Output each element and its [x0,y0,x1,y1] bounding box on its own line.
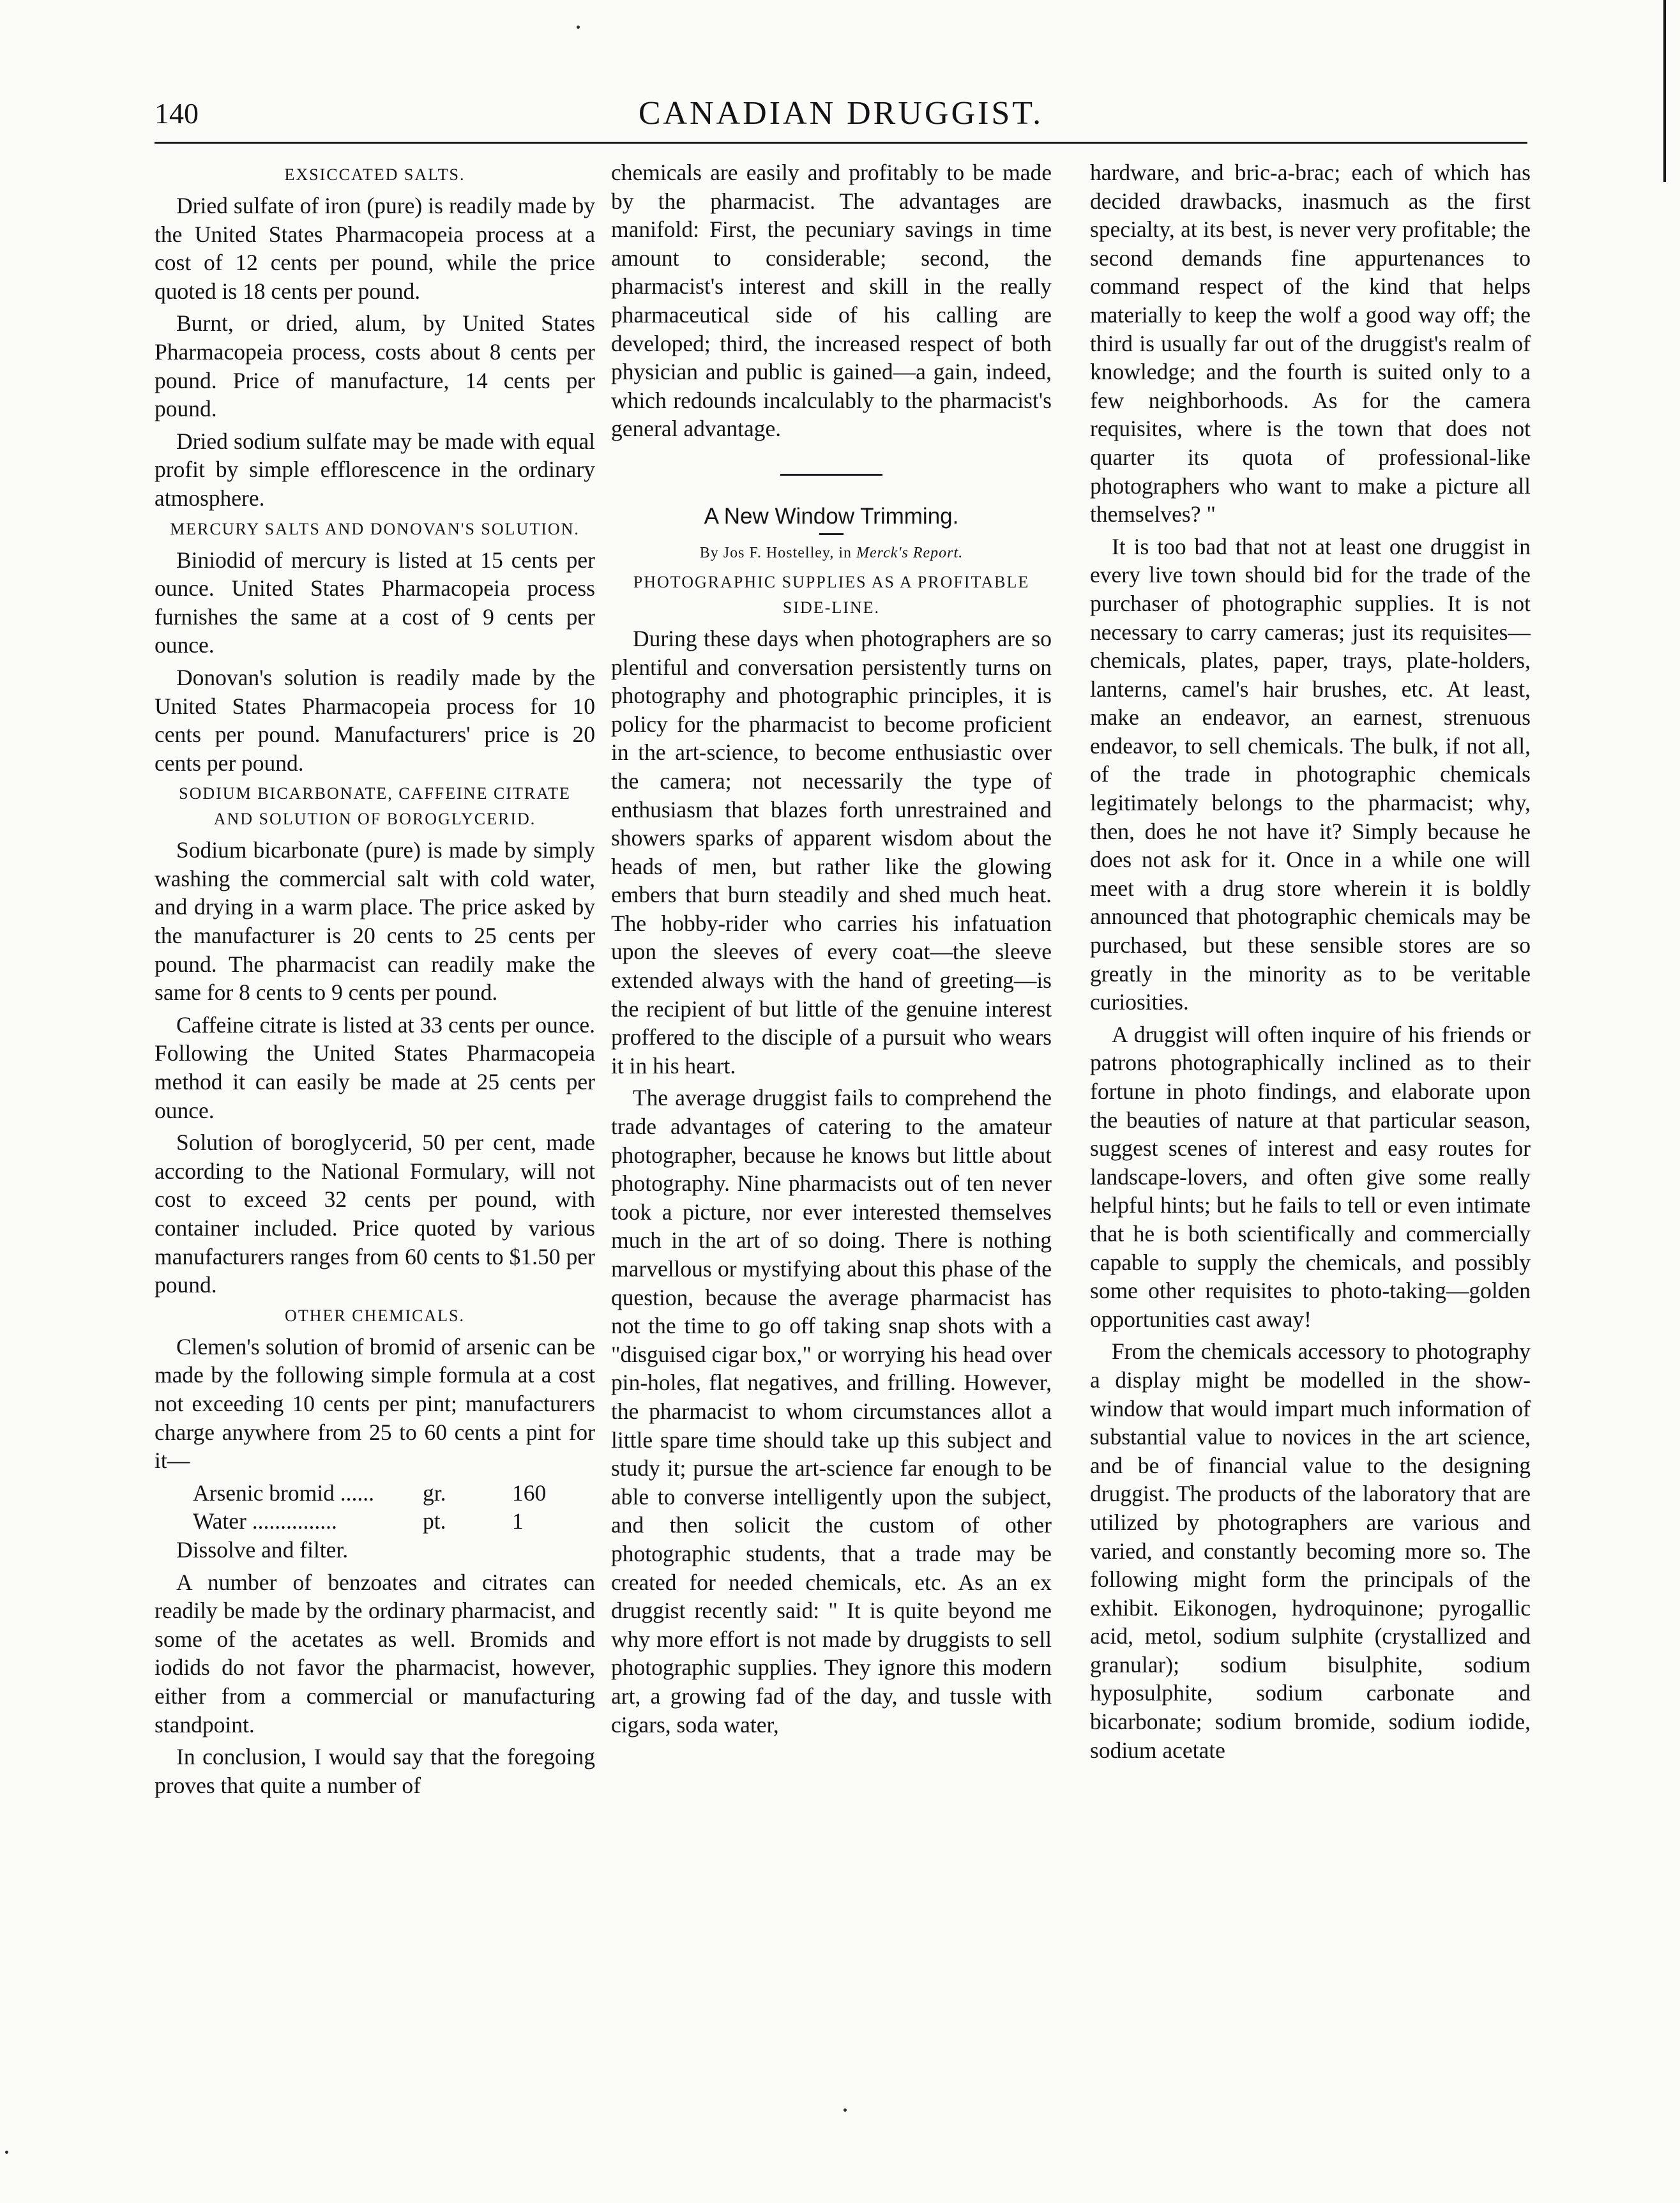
formula-unit: pt. [423,1508,446,1534]
formula-ingredient: Water ............... [193,1508,337,1534]
column-3 [1090,158,1531,2157]
paragraph: hardware, and bric-a-brac; each of which has decided drawbacks, inasmuch as the first specialty, at its best, is never very profitable; the second demands fine appurtenances to command respect of the kind that helps materially to keep the wolf a good way off; the third is usually far out of the druggist's realm of knowledge; and the fourth is suited only to a few neighborhoods. As for the camera requisites, where is the town that does not quarter its quota of professional-like photographers who want to make a picture all themselves? " [1090,160,1531,527]
paragraph: Dried sodium sulfate may be made with equal profit by simple efflorescence in the ordinary atmosphere. [155,428,595,511]
paragraph: Solution of boroglycerid, 50 per cent, made according to the National Formulary, will not cost to exceed 32 cents per pound, with container included. Price quoted by various manufacturers ranges from 60 cents to $1.50 per pound. [155,1130,595,1298]
paragraph: Dried sulfate of iron (pure) is readily made by the United States Pharmacopeia process at a cost of 12 cents per pound, while the price quoted is 18 cents per pound. [155,193,595,304]
formula-ingredient: Arsenic bromid ...... [193,1480,374,1506]
header-rule [155,142,1527,144]
column-2 [611,158,1052,2157]
paragraph: During these days when photographers are so plentiful and conversation persistently turns on photography and photographic principles, it is policy for the pharmacist to become proficient in the art-science, to become enthusiastic over the camera; not necessarily the type of enthusiasm that blazes forth unrestrained and showers sparks of apparent wisdom about the heads of men, but rather like the glowing embers that burn steadily and shed much heat. The hobby-rider who carries his infatuation upon the sleeves of every coat—the sleeve extended always with the hand of greeting—is the recipient of but little of the genuine interest proffered to the disciple of a pursuit who wears it in his heart. [611,625,1052,1079]
paragraph: A druggist will often inquire of his friends or patrons photographically inclined as to their fortune in photo findings, and elaborate upon the beauties of nature at that particular season, suggest scenes of interest and easy routes for landscape-lovers, and often give some really helpful hints; but he fails to tell or even intimate that he is both scientifically and commercially capable to supply the chemicals, and possibly some other requisites to photo-taking—golden opportunities cast away! [1090,1021,1531,1332]
formula-row [193,1479,595,1508]
paragraph: Sodium bicarbonate (pure) is made by simply washing the commercial salt with cold water, and drying in a warm place. The price asked by the manufacturer is 20 cents to 25 cents per pound. The pharmacist can readily make the same for 8 cents to 9 cents per pound. [155,837,595,1006]
section-heading-mercury-salts: MERCURY SALTS AND DONOVAN'S SOLUTION. [170,519,580,538]
byline-source: Merck's Report. [856,544,964,561]
section-heading-other-chemicals: OTHER CHEMICALS. [285,1306,465,1325]
byline-author: By Jos F. Hostelley, in [699,544,852,561]
paragraph: Donovan's solution is readily made by the United States Pharmacopeia process for 10 cents per pound. Manufacturers' price is 20 cents per pound. [155,664,595,776]
paragraph: Dissolve and filter. [176,1536,349,1563]
article-title: A New Window Trimming. [704,503,959,529]
page-header [155,88,1527,139]
paragraph: chemicals are easily and profitably to be made by the pharmacist. The advantages are manifold: First, the pecuniary savings in time amount to considerable; second, the pharmacist's interest and skill in the really pharmaceutical side of his calling are developed; third, the increased respect of both physician and public is gained—a gain, indeed, which redounds incalculably to the pharmacist's general advantage. [611,160,1052,442]
formula-amount: 1 [512,1508,524,1534]
paragraph: It is too bad that not at least one druggist in every live town should bid for the trade of the purchaser of photographic supplies. It is not necessary to carry cameras; just its requisites—chemicals, plates, paper, trays, plate-holders, lanterns, camel's hair brushes, etc. At least, make an endeavor, an earnest, strenuous endeavor, to sell chemicals. The bulk, if not all, of the trade in photographic chemicals legitimately belongs to the pharmacist; why, then, does he not have it? Simply because he does not ask for it. Once in a while one will meet with a drug store wherein it is boldly announced that photographic chemicals may be purchased, but these sensible stores are so greatly in the minority as to be veritable curiosities. [1090,533,1531,1015]
paragraph: The average druggist fails to comprehend the trade advantages of catering to the amateur photographer, because he knows but little about photography. Nine pharmacists out of ten never took a picture, nor ever interested themselves much in the art of so doing. There is nothing marvellous or mystifying about this phase of the question, because the average pharmacist has not the time to go off taking snap shots with a "disguised cigar box," or worrying his head over pin-holes, flat negatives, and frilling. However, the pharmacist to whom circumstances allot a little spare time should take up this subject and study it; pursue the art-science far enough to be able to converse intelligently upon the subject, and then solicit the custom of other photographic students, that a trade may be created for needed chemicals, etc. As an ex druggist recently said: " It is quite beyond me why more effort is not made by druggists to sell photographic supplies. They ignore this modern art, a growing fad of the day, and tussle with cigars, soda water, [611,1085,1052,1737]
paragraph: Burnt, or dried, alum, by United States Pharmacopeia process, costs about 8 cents per pound. Price of manufacture, 14 cents per pound. [155,310,595,422]
scan-edge-mark [1663,0,1666,182]
scan-speck [577,26,580,29]
paragraph: A number of benzoates and citrates can readily be made by the ordinary pharmacist, and some of the acetates as well. Bromids and iodids do not favor the pharmacist, however, either from a commercial or manufacturing standpoint. [155,1569,595,1737]
formula-unit: gr. [423,1480,446,1506]
title-underline-rule [819,533,844,535]
formula-amount: 160 [512,1480,547,1506]
section-heading-exsiccated-salts: EXSICCATED SALTS. [284,165,465,184]
paragraph: From the chemicals accessory to photography a display might be modelled in the show-window that would impart much information of substantial value to novices in the art science, and be of financial value to the designing druggist. The products of the laboratory that are utilized by photographers are various and varied, and constantly becoming more so. The following might form the principals of the exhibit. Eikonogen, hydroquinone; pyrogallic acid, metol, sodium sulphite (crystallized and granular); sodium bisulphite, sodium hyposulphite, sodium carbonate and bicarbonate; sodium bromide, sodium iodide, sodium acetate [1090,1338,1531,1763]
byline [611,540,1052,566]
article-separator-rule [780,474,882,476]
paragraph: Clemen's solution of bromid of arsenic can be made by the following simple formula at a cost not exceeding 10 cents per pint; manufacturers charge anywhere from 25 to 60 cents a pint for it— [155,1333,595,1474]
formula-row [193,1507,595,1536]
paragraph: Caffeine citrate is listed at 33 cents per ounce. Following the United States Pharmacopeia method it can easily be made at 25 cents per ounce. [155,1011,595,1123]
paragraph: In conclusion, I would say that the foregoing proves that quite a number of [155,1744,595,1798]
section-heading-photographic-supplies: PHOTOGRAPHIC SUPPLIES AS A PROFITABLE SIDE-LINE. [633,572,1030,617]
paragraph: Biniodid of mercury is listed at 15 cents per ounce. United States Pharmacopeia process furnishes the same at a cost of 9 cents per ounce. [155,547,595,658]
page-number: 140 [155,97,199,130]
journal-title: CANADIAN DRUGGIST. [638,95,1044,132]
column-1 [155,158,595,2157]
scan-speck [5,2151,8,2154]
section-heading-sodium-bicarbonate: SODIUM BICARBONATE, CAFFEINE CITRATE AND SOLUTION OF BOROGLYCERID. [179,784,571,829]
